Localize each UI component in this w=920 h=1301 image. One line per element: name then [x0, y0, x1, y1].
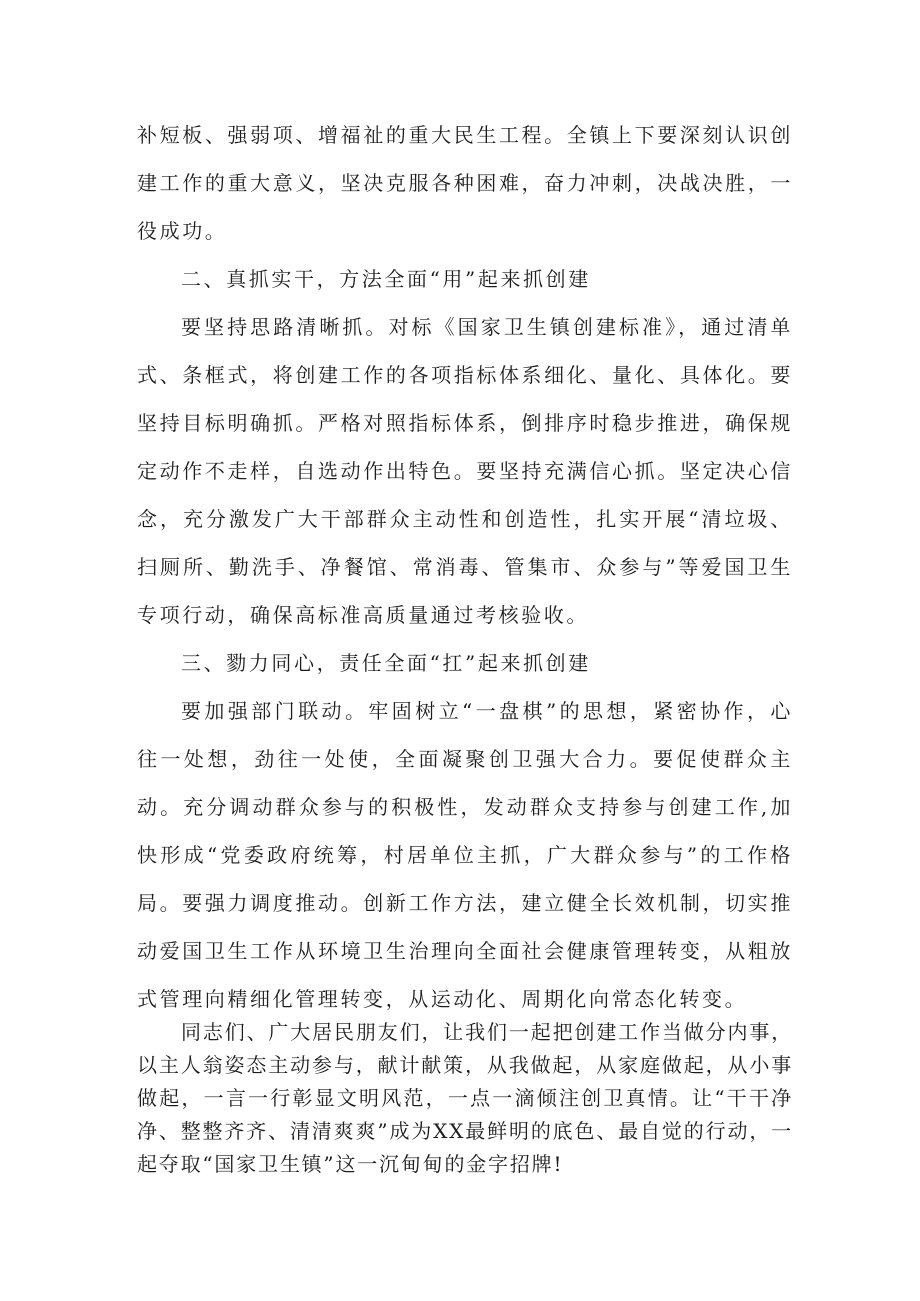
- paragraph-continuation: 补短板、强弱项、增福祉的重大民生工程。全镇上下要深刻认识创建工作的重大意义，坚决克服各种困难，奋力冲刺，决战决胜，一役成功。: [137, 123, 793, 243]
- section-heading-three: 三、勠力同心，责任全面“扛”起来抓创建: [181, 651, 591, 675]
- paragraph-section-three: 要加强部门联动。牢固树立“一盘棋”的思想，紧密协作，心往一处想，劲往一处使，全面凝聚创卫强大合力。要促使群众主动。充分调动群众参与的积极性，发动群众支持参与创建工作,加快形成“党委政府统筹，村居单位主抓，广大群众参与”的工作格局。要强力调度推动。创新工作方法，建立健全长效机制，切实推动爱国卫生工作从环境卫生治理向全面社会健康管理转变，从粗放式管理向精细化管理转变，从运动化、周期化向常态化转变。: [137, 699, 793, 1011]
- paragraph-closing: 同志们、广大居民朋友们，让我们一起把创建工作当做分内事，以主人翁姿态主动参与，献计献策，从我做起，从家庭做起，从小事做起，一言一行彰显文明风范，一点一滴倾注创卫真情。让“干干净净、整整齐齐、清清爽爽”成为XX最鲜明的底色、最自觉的行动，一起夺取“国家卫生镇”这一沉甸甸的金字招牌!: [137, 1020, 793, 1176]
- paragraph-section-two: 要坚持思路清晰抓。对标《国家卫生镇创建标准》，通过清单式、条框式，将创建工作的各项指标体系细化、量化、具体化。要坚持目标明确抓。严格对照指标体系，倒排序时稳步推进，确保规定动作不走样，自选动作出特色。要坚持充满信心抓。坚定决心信念，充分激发广大干部群众主动性和创造性，扎实开展“清垃圾、扫厕所、勤洗手、净餐馆、常消毒、管集市、众参与”等爱国卫生专项行动，确保高标准高质量通过考核验收。: [137, 315, 793, 627]
- section-heading-two: 二、真抓实干，方法全面“用”起来抓创建: [181, 267, 591, 291]
